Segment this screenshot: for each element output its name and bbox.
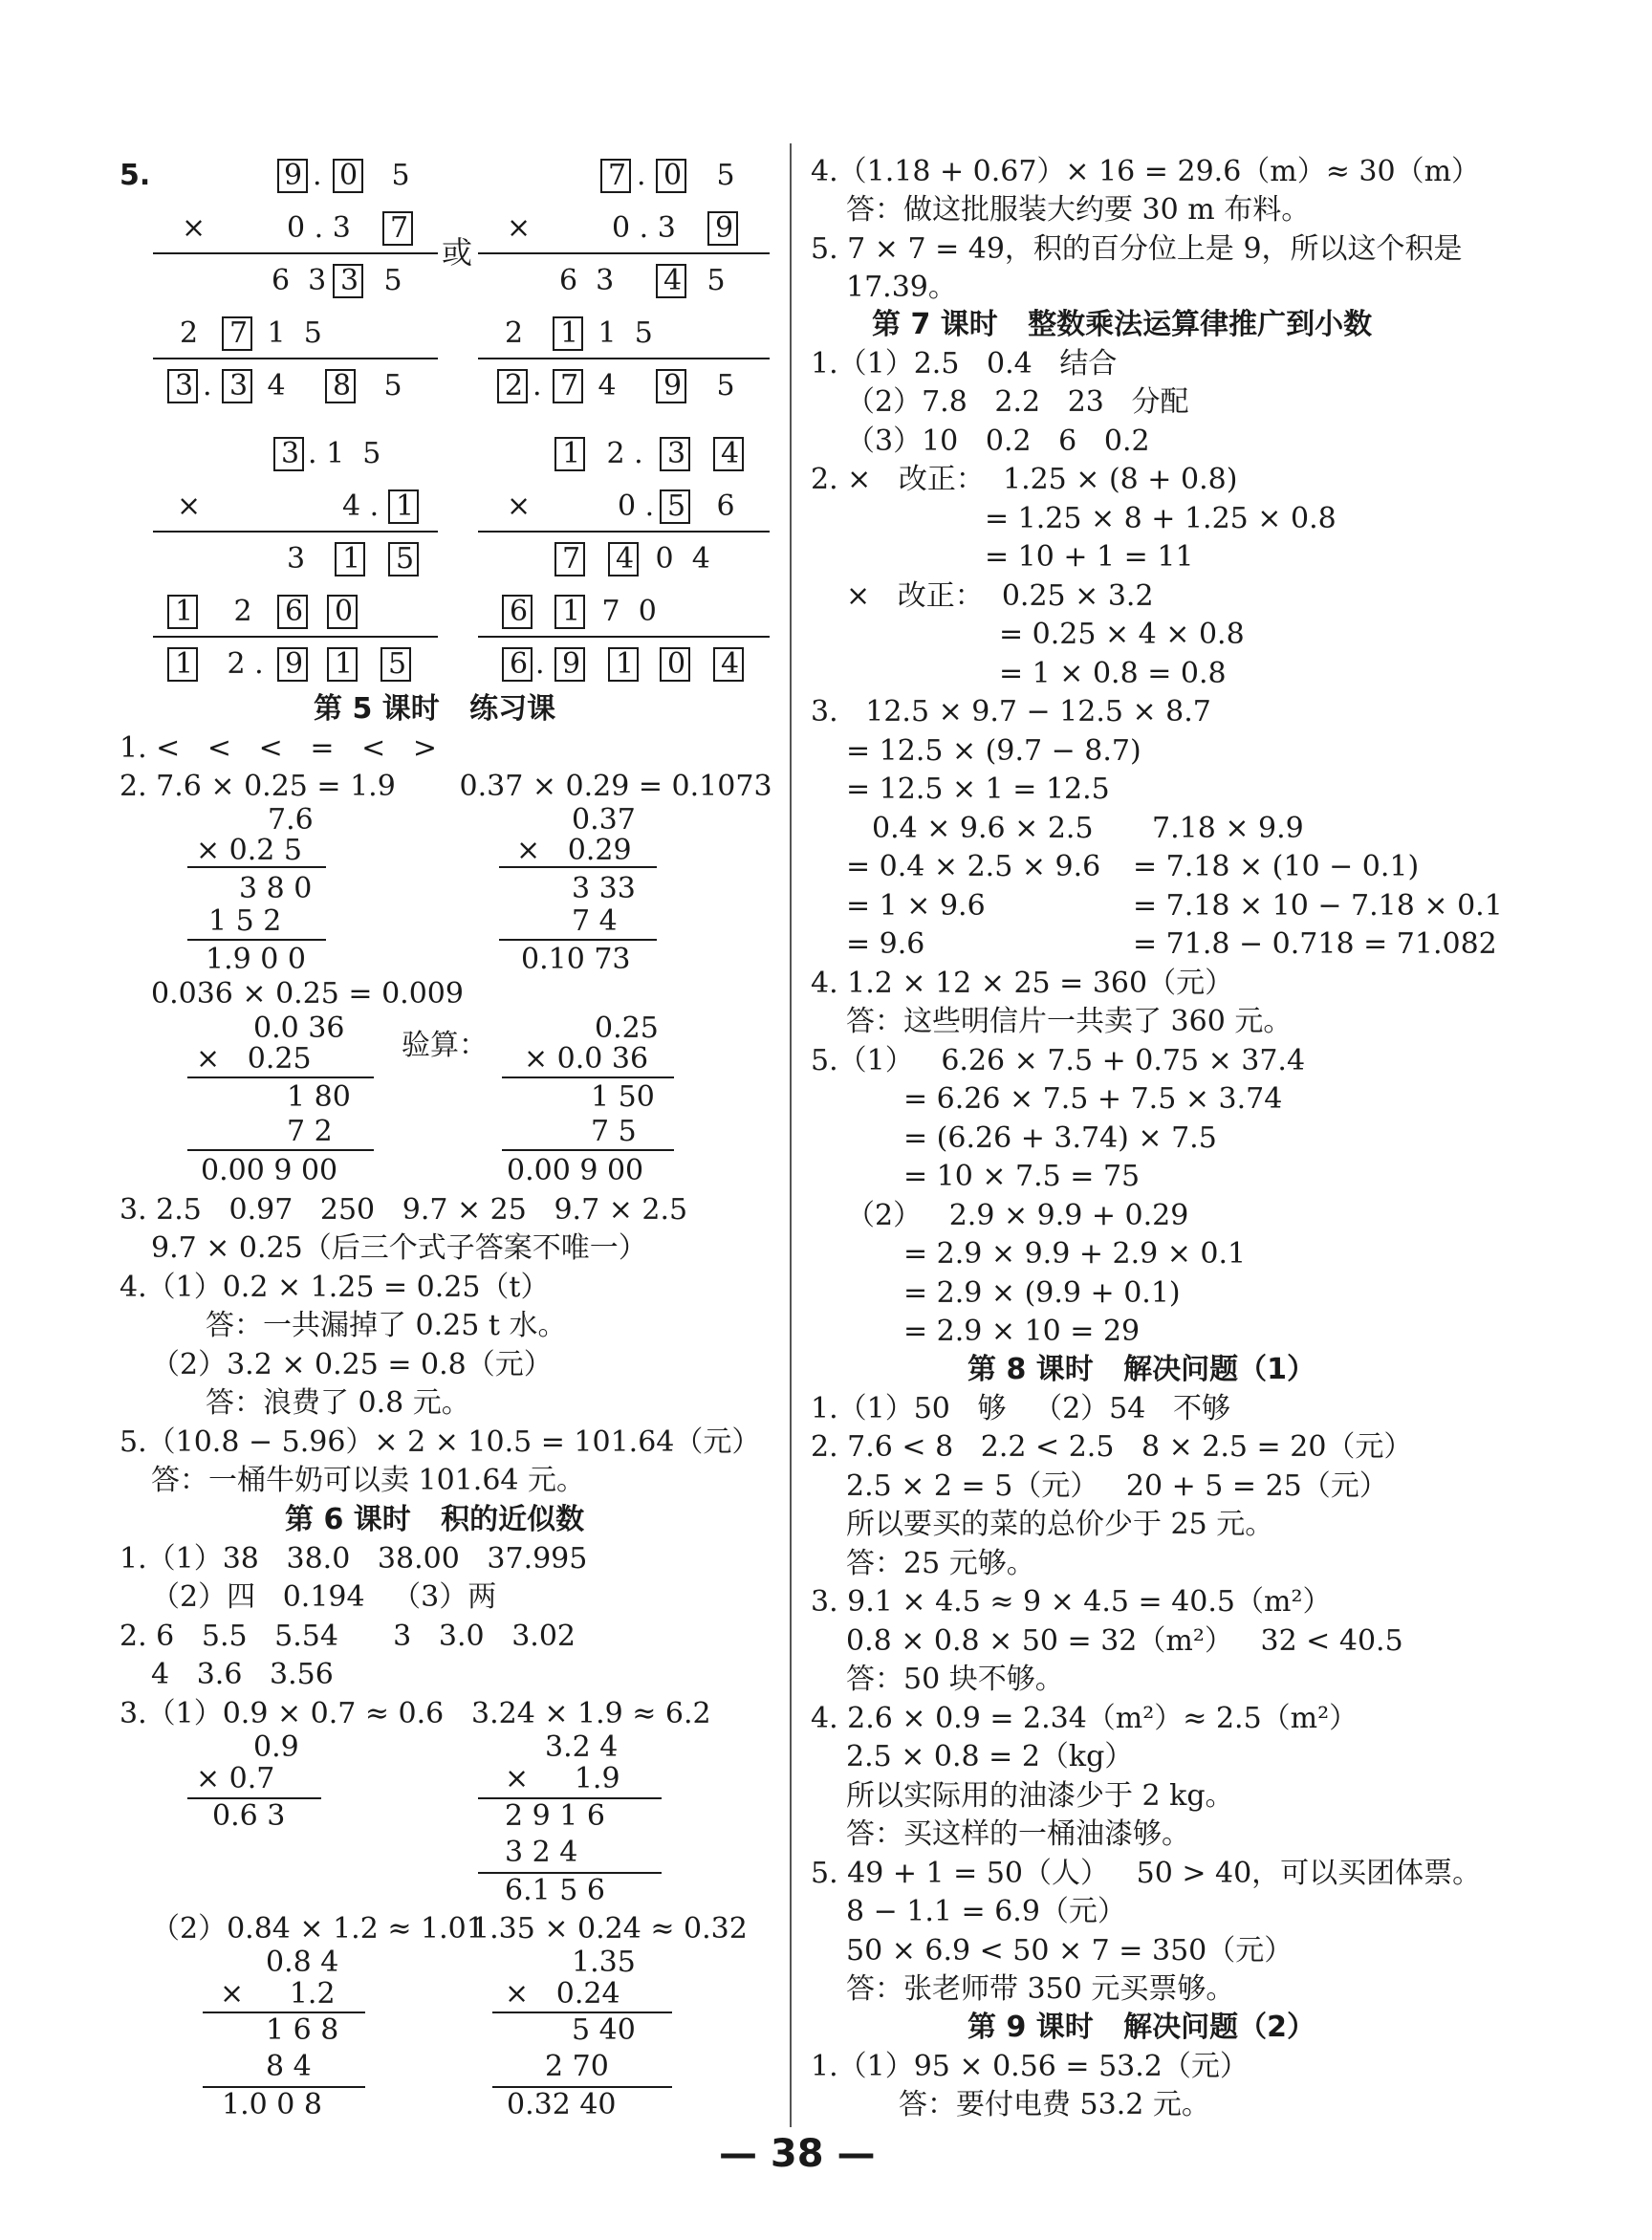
- answer-line: 所以实际用的油漆少于 2 kg。: [846, 1779, 1234, 1813]
- answer-line: 2.5 × 0.8 = 2（kg）: [846, 1740, 1134, 1773]
- digit: 9: [285, 647, 304, 681]
- answer-line: 所以要买的菜的总价少于 25 元。: [846, 1508, 1274, 1541]
- digit: 1: [560, 316, 579, 350]
- digit: 2 .: [218, 647, 264, 681]
- times-sign: ×: [182, 211, 215, 245]
- answer-line: 2. 7.6 × 0.25 = 1.9 0.37 × 0.29 = 0.1073: [120, 770, 772, 803]
- calc-line: × 0.0 36: [524, 1042, 649, 1076]
- calc-line: 1.0 0 8: [222, 2088, 322, 2121]
- digit: 6: [510, 595, 529, 628]
- calc-line: × 0.24: [505, 1977, 620, 2011]
- calc-line: 1 5 2: [208, 904, 282, 938]
- answer-line: 1.35 × 0.24 ≈ 0.32: [471, 1912, 748, 1946]
- calc-line: 7 2: [287, 1115, 333, 1148]
- answer-line: = 12.5 × 1 = 12.5: [846, 772, 1110, 806]
- answer-line: 2. 6 5.5 5.54 3 3.0 3.02: [120, 1620, 576, 1653]
- answer-line: 答：25 元够。: [846, 1547, 1035, 1580]
- digit: 9: [562, 647, 581, 681]
- partial-product: 2: [180, 316, 207, 350]
- digit: 5: [707, 159, 735, 192]
- multiplier: 0 . 3: [612, 211, 676, 245]
- digit: 1 5: [258, 316, 322, 350]
- multiplier: 0 .: [618, 489, 655, 523]
- lesson-7-title: 第 7 课时 整数乘法运算律推广到小数: [872, 308, 1373, 341]
- answer-line: 答：要付电费 53.2 元。: [899, 2088, 1210, 2121]
- digit: 7: [608, 159, 627, 192]
- answer-line: = 2.9 × (9.9 + 0.1): [903, 1276, 1181, 1310]
- digit: 8: [333, 369, 352, 402]
- answer-line: 答：一桶牛奶可以卖 101.64 元。: [151, 1464, 586, 1497]
- answer-line: 答：50 块不够。: [846, 1663, 1064, 1696]
- digit: 5: [667, 489, 686, 523]
- answer-line: 答：浪费了 0.8 元。: [206, 1386, 470, 1420]
- digit: 4: [721, 437, 740, 470]
- answer-line: = 2.9 × 9.9 + 2.9 × 0.1: [903, 1237, 1247, 1271]
- answer-line: 0.4 × 9.6 × 2.5: [872, 812, 1094, 845]
- answer-line: = 12.5 × (9.7 − 8.7): [846, 734, 1141, 768]
- digit: 1: [562, 595, 581, 628]
- digit: 7: [390, 211, 409, 245]
- digit: 5: [375, 369, 402, 402]
- page-number: — 38 —: [719, 2132, 876, 2176]
- lesson-9-title: 第 9 课时 解决问题（2）: [967, 2011, 1315, 2044]
- calc-line: × 0.25: [196, 1042, 312, 1076]
- digit: 1: [562, 437, 581, 470]
- digit: 6: [285, 595, 304, 628]
- calc-line: 8 4: [266, 2050, 312, 2083]
- answer-line: 17.39。: [846, 271, 957, 304]
- digit: 1: [335, 647, 354, 681]
- digit: .: [637, 159, 646, 192]
- or-connector: 或: [442, 234, 473, 271]
- digit: 9: [284, 159, 303, 192]
- calc-line: 0.32 40: [507, 2088, 617, 2121]
- digit: 4: [721, 647, 740, 681]
- digit: 6: [510, 647, 529, 681]
- answer-line: 50 × 6.9 < 50 × 7 = 350（元）: [846, 1934, 1293, 1968]
- digit: .: [533, 369, 542, 402]
- answer-line: 1. < < < = < >: [120, 731, 438, 765]
- digit: 0: [339, 159, 359, 192]
- calc-line: 7.6: [268, 803, 314, 837]
- calc-line: 0.0 36: [253, 1011, 345, 1045]
- calc-line: 6.1 5 6: [505, 1874, 605, 1907]
- digit: 4: [616, 542, 635, 576]
- answer-line: 3. 9.1 × 4.5 ≈ 9 × 4.5 = 40.5（m²）: [811, 1585, 1332, 1619]
- digit: 9: [663, 369, 683, 402]
- answer-line: 1.（1）95 × 0.56 = 53.2（元）: [811, 2050, 1249, 2083]
- calc-line: × 0.7: [196, 1762, 275, 1795]
- calc-line: × 1.9: [505, 1762, 620, 1795]
- answer-line: = 1.25 × 8 + 1.25 × 0.8: [985, 502, 1337, 535]
- calc-line: 5 40: [572, 2013, 636, 2047]
- answer-line: = 0.25 × 4 × 0.8: [999, 618, 1245, 651]
- calc-line: × 0.2 5: [196, 834, 303, 867]
- answer-line: 1.（1）50 够 （2）54 不够: [811, 1392, 1230, 1425]
- answer-line: 答：张老师带 350 元买票够。: [846, 1972, 1235, 2006]
- times-sign: ×: [507, 211, 540, 245]
- calc-line: 7 5: [591, 1115, 637, 1148]
- digit: 5: [698, 264, 726, 297]
- answer-line: 4. 1.2 × 12 × 25 = 360（元）: [811, 967, 1234, 1000]
- answer-line: 3. 12.5 × 9.7 − 12.5 × 8.7: [811, 695, 1211, 729]
- answer-line: 答：一共漏掉了 0.25 t 水。: [206, 1309, 567, 1342]
- answer-line: = 10 + 1 = 11: [985, 540, 1194, 574]
- calc-line: 1.35: [572, 1946, 636, 1979]
- answer-line: = 0.4 × 2.5 × 9.6: [846, 850, 1101, 883]
- answer-line: 1.（1）38 38.0 38.00 37.995: [120, 1542, 588, 1576]
- digit: 1: [396, 489, 415, 523]
- answer-line: = 7.18 × (10 − 0.1): [1133, 850, 1420, 883]
- digit: 9: [715, 211, 734, 245]
- partial-product: 6 3: [272, 264, 336, 297]
- answer-line: （2）7.8 2.2 23 分配: [846, 385, 1189, 419]
- answer-line: = 1 × 0.8 = 0.8: [999, 657, 1227, 690]
- digit: 3: [281, 437, 300, 470]
- digit: 1: [616, 647, 635, 681]
- answer-line: = (6.26 + 3.74) × 7.5: [903, 1121, 1217, 1155]
- digit: 6: [707, 489, 735, 523]
- answer-line: 3.24 × 1.9 ≈ 6.2: [471, 1697, 711, 1730]
- check-label: 验算：: [402, 1029, 488, 1062]
- calc-line: 3.2 4: [545, 1730, 619, 1764]
- answer-line: （2）3.2 × 0.25 = 0.8（元）: [151, 1348, 553, 1381]
- digit: 4: [589, 369, 626, 402]
- answer-line: 4 3.6 3.56: [151, 1658, 334, 1691]
- digit: 3: [229, 369, 249, 402]
- lesson-6-title: 第 6 课时 积的近似数: [285, 1503, 585, 1536]
- answer-line: = 9.6: [846, 927, 925, 961]
- digit: 1 5: [589, 316, 653, 350]
- column-divider: [790, 143, 792, 2127]
- answer-line: × 改正： 0.25 × 3.2: [846, 579, 1154, 613]
- answer-line: （2） 2.9 × 9.9 + 0.29: [846, 1199, 1189, 1232]
- answer-line: = 10 × 7.5 = 75: [903, 1160, 1141, 1193]
- digit: 5: [382, 159, 410, 192]
- digits: . 1 5: [308, 437, 381, 470]
- calc-line: 3 33: [572, 872, 636, 905]
- answer-line: 3. 2.5 0.97 250 9.7 × 25 9.7 × 2.5: [120, 1193, 688, 1227]
- lesson-5-title: 第 5 课时 练习课: [314, 692, 556, 726]
- calc-line: × 1.2: [220, 1977, 336, 2011]
- times-sign: ×: [177, 489, 202, 523]
- answer-line: 9.7 × 0.25（后三个式子答案不唯一）: [151, 1231, 647, 1265]
- calc-line: 2 9 1 6: [505, 1799, 605, 1833]
- answer-line: 4. 2.6 × 0.9 = 2.34（m²）≈ 2.5（m²）: [811, 1702, 1359, 1735]
- answer-line: = 6.26 × 7.5 + 7.5 × 3.74: [903, 1082, 1283, 1116]
- digit: 7: [562, 542, 581, 576]
- answer-line: = 71.8 − 0.718 = 71.082: [1133, 927, 1497, 961]
- calc-line: 7 4: [572, 904, 618, 938]
- digit: 3: [175, 369, 194, 402]
- calc-line: 0.10 73: [521, 943, 631, 976]
- calc-line: 0.9: [253, 1730, 299, 1764]
- calc-line: 1.9 0 0: [206, 943, 306, 976]
- answer-line: （2）四 0.194 （3）两: [151, 1580, 497, 1614]
- answer-line: 4.（1.18 + 0.67）× 16 = 29.6（m）≈ 30（m）: [811, 155, 1481, 188]
- calc-line: 0.8 4: [266, 1946, 339, 1979]
- answer-line: （2）0.84 × 1.2 ≈ 1.01: [151, 1912, 485, 1946]
- answer-line: 2.5 × 2 = 5（元） 20 + 5 = 25（元）: [846, 1469, 1388, 1503]
- answer-line: 答：这些明信片一共卖了 360 元。: [846, 1005, 1293, 1038]
- answer-line: 5.（10.8 − 5.96）× 2 × 10.5 = 101.64（元）: [120, 1425, 761, 1459]
- answer-line: = 1 × 9.6: [846, 889, 986, 923]
- answer-line: 3.（1）0.9 × 0.7 ≈ 0.6: [120, 1697, 445, 1730]
- answer-line: 2. 7.6 < 8 2.2 < 2.5 8 × 2.5 = 20（元）: [811, 1430, 1413, 1464]
- calc-line: 3 2 4: [505, 1836, 578, 1869]
- partial-product: 2: [505, 316, 533, 350]
- digit: 1: [175, 647, 194, 681]
- calc-line: 0.00 9 00: [507, 1154, 644, 1187]
- digit: 0 4: [646, 542, 710, 576]
- answer-line: 0.8 × 0.8 × 50 = 32（m²） 32 < 40.5: [846, 1624, 1403, 1658]
- calc-line: 0.25: [595, 1011, 659, 1045]
- answer-line: 2. × 改正： 1.25 × (8 + 0.8): [811, 463, 1238, 496]
- digits: 2 .: [598, 437, 643, 470]
- calc-line: 0.37: [572, 803, 636, 837]
- digit: 7: [560, 369, 579, 402]
- digit: 1: [342, 542, 361, 576]
- digit: 0: [663, 159, 683, 192]
- answer-line: 8 − 1.1 = 6.9（元）: [846, 1895, 1126, 1928]
- calc-line: 1 50: [591, 1080, 655, 1114]
- answer-line: 5.（1） 6.26 × 7.5 + 0.75 × 37.4: [811, 1044, 1306, 1077]
- calc-line: 1 80: [287, 1080, 351, 1114]
- digit: 3: [667, 437, 686, 470]
- digit: 0: [667, 647, 686, 681]
- answer-line: 答：做这批服装大约要 30 m 布料。: [846, 193, 1311, 227]
- calc-line: 1 6 8: [266, 2013, 339, 2047]
- digit: 5: [396, 542, 415, 576]
- multiplier: 0 . 3: [287, 211, 351, 245]
- calc-line: 0.00 9 00: [201, 1154, 338, 1187]
- calc-line: 0.6 3: [212, 1799, 286, 1833]
- digit: 3: [287, 542, 315, 576]
- multiplier: 4 .: [342, 489, 380, 523]
- digit: 7: [229, 316, 249, 350]
- partial-product: 6 3: [559, 264, 623, 297]
- lesson-8-title: 第 8 课时 解决问题（1）: [967, 1353, 1315, 1386]
- answer-line: 答：买这样的一桶油漆够。: [846, 1817, 1190, 1851]
- digit: 0: [335, 595, 354, 628]
- answer-line: 0.036 × 0.25 = 0.009: [151, 977, 464, 1011]
- digit: 4: [258, 369, 295, 402]
- digit: 3: [340, 264, 359, 297]
- digit: .: [535, 647, 545, 681]
- digit: 2: [225, 595, 262, 628]
- answer-line: 7.18 × 9.9: [1152, 812, 1304, 845]
- calc-line: 2 70: [545, 2050, 609, 2083]
- digit: .: [313, 159, 322, 192]
- calc-line: × 0.29: [516, 834, 632, 867]
- digit: 4: [663, 264, 683, 297]
- answer-line: = 7.18 × 10 − 7.18 × 0.1: [1133, 889, 1503, 923]
- times-sign: ×: [507, 489, 532, 523]
- digit: 5: [375, 264, 402, 297]
- digit: 2: [505, 369, 524, 402]
- answer-line: 5. 7 × 7 = 49，积的百分位上是 9，所以这个积是: [811, 232, 1463, 266]
- answer-line: 1.（1）2.5 0.4 结合: [811, 347, 1118, 381]
- digit: 5: [388, 647, 407, 681]
- answer-line: = 2.9 × 10 = 29: [903, 1315, 1141, 1348]
- answer-line: 4.（1）0.2 × 1.25 = 0.25（t）: [120, 1271, 550, 1304]
- digit: 5: [707, 369, 735, 402]
- digit: 1: [175, 595, 194, 628]
- calc-line: 3 8 0: [239, 872, 313, 905]
- answer-line: 5. 49 + 1 = 50（人） 50 > 40，可以买团体票。: [811, 1857, 1482, 1890]
- item-number: 5.: [120, 159, 151, 192]
- answer-line: （3）10 0.2 6 0.2: [846, 424, 1150, 458]
- digit: 7 0: [593, 595, 657, 628]
- digit: .: [203, 369, 212, 402]
